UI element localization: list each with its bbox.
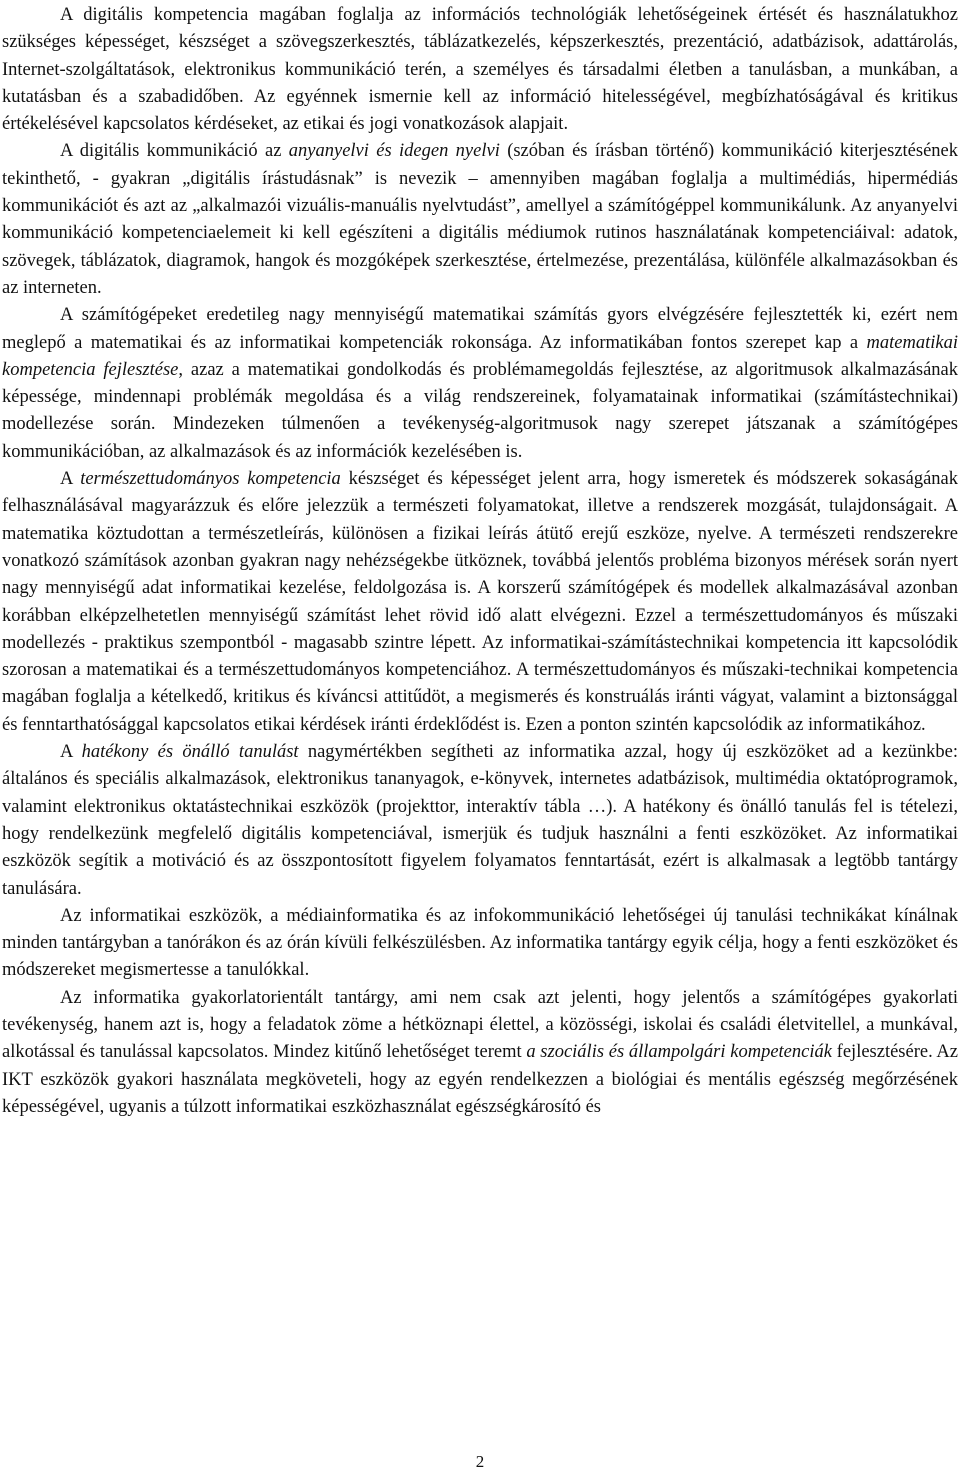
paragraph-text: készséget és képességet jelent arra, hogy ismeretek és módszerek sokaságának felhasználásával magyarázzuk és előre jelezzük a természeti folyamatokat, illetve a rendszerek mozgását, tulajdonságait. A matematika köztudottan a természetleírás, különösen a fizikai leírás átütő erejű eszköze, nyelve. A természeti rendszerekre vonatkozó számítások azonban gyakran nagy nehézségekbe ütköznek, továbbá jelentős probléma bizonyos mérések során nyert nagy mennyiségű adat informatikai kezelése, feldolgozása is. A korszerű számítógépek és modellek alkalmazásával azonban korábban elképzelhetetlen mennyiségű számítást lehet rövid idő alatt elvégezni. Ezzel a természettudományos és műszaki modellezés - praktikus szempontból - magasabb szintre lépett. Az informatikai-számítástechnikai kompetencia itt kapcsolódik szorosan a matematikai és a természettudományos kompetenciához. A természettudományos és műszaki-technikai kompetencia magában foglalja a kételkedő, kritikus és kíváncsi attitűdöt, a megismerés és konstruálás iránti vágyat, valamint a biztonsággal és fenntarthatósággal kapcsolatos etikai kérdések iránti érdeklődést is. Ezen a ponton szintén kapcsolódik az informatikához. xyxy=(2,469,958,735)
paragraph-practical-subject xyxy=(2,985,958,1121)
italic-phrase: matematikai kompetencia fejlesztése xyxy=(2,332,958,380)
paragraph-math-competence xyxy=(2,302,958,466)
paragraph-digital-communication xyxy=(2,138,958,302)
paragraph-text: Az informatika gyakorlatorientált tantárgy, ami nem csak azt jelenti, hogy jelentős a számítógépes gyakorlati tevékenység, hanem azt is, hogy a feladatok zöme a hétköznapi élettel, a közösségi, iskolai és családi életvitellel, a munkával, alkotással és tanulással kapcsolatos. Mindez kitűnő lehetőséget teremt xyxy=(2,987,958,1063)
paragraph-text: A digitális kompetencia magában foglalja az információs technológiák lehetőségeinek értését és használatukhoz szükséges képességet, készséget a szövegszerkesztés, táblázatkezelés, képszerkesztés, prezentáció, adatbázisok, adattárolás, Internet-szolgáltatások, elektronikus kommunikáció terén, a személyes és társadalmi életben a tanulásban, a munkában, a kutatásban és a szabadidőben. Az egyénnek ismernie kell az információ hitelességével, megbízhatóságával és kritikus értékelésével kapcsolatos kérdéseket, az etikai és jogi vonatkozások alapjait. xyxy=(2,5,958,135)
paragraph-text: A xyxy=(60,742,82,763)
italic-phrase: anyanyelvi és idegen nyelvi xyxy=(288,141,500,162)
italic-phrase: természettudományos kompetencia xyxy=(80,469,341,490)
paragraph-digital-competence xyxy=(2,2,958,138)
paragraph-text: Az informatikai eszközök, a médiainformatika és az infokommunikáció lehetőségei új tanulási technikákat kínálnak minden tantárgyban a tanórákon és az órán kívüli felkészülésben. Az informatika tantárgy egyik célja, hogy a fenti eszközöket és módszereket megismertesse a tanulókkal. xyxy=(2,905,958,981)
paragraph-text: (szóban és írásban történő) kommunikáció kiterjesztésének tekinthető, - gyakran „digitális írástudásnak” is nevezik – amennyiben magában foglalja a multimédiás, hipermédiás kommunikációt és azt az „alkalmazói vizuális-manuális nyelvtudást”, amellyel a számítógéppel kommunikálunk. Az anyanyelvi kommunikáció kompetenciaelemeit ki kell egészíteni a digitális médiumok rutinos használatának kompetenciáival: adatok, szövegek, táblázatok, diagramok, hangok és mozgóképek szerkesztése, értelmezése, prezentálása, különféle alkalmazásokban és az interneten. xyxy=(2,141,959,298)
paragraph-text: A számítógépeket eredetileg nagy mennyiségű matematikai számítás gyors elvégzésére fejlesztették ki, ezért nem meglepő a matematikai és az informatikai kompetenciák rokonsága. Az informatikában fontos szerepet kap a xyxy=(2,305,958,353)
paragraph-learning-techniques xyxy=(2,903,958,985)
paragraph-text: fejlesztésére. Az IKT eszközök gyakori használata megköveteli, hogy az egyén rendelkezzen a biológiai és mentális egészség megőrzésének képességével, ugyanis a túlzott informatikai eszközhasználat egészségkárosító és xyxy=(2,1042,958,1117)
paragraph-text: nagymértékben segítheti az informatika azzal, hogy új eszközöket ad a kezünkbe: általános és speciális alkalmazások, elektronikus tananyagok, e-könyvek, internetes adatbázisok, multimédia oktatóprogramok, valamint elektronikus oktatástechnikai eszközök (projekttor, interaktív tábla …). A hatékony és önálló tanulás fel is tételezi, hogy rendelkezünk megfelelő digitális kompetenciával, ismerjük és tudjuk használni a fenti eszközöket. Az informatikai eszközök segítik a motiváció és az összpontosított figyelem folyamatos fenntartását, ezért is alkalmasak a legtöbb tantárgy tanulására. xyxy=(2,742,958,899)
italic-phrase: a szociális és állampolgári kompetenciák xyxy=(526,1042,832,1063)
paragraph-text: , azaz a matematikai gondolkodás és problémamegoldás fejlesztése, az algoritmusok alkalmazásának képessége, mindennapi problémák megoldása és a világ rendszereinek, folyamatainak informatikai (számítástechnikai) modellezése során. Mindezeken túlmenően a tevékenység-algoritmusok nagy szerepet játszanak a számítógépes kommunikációban, az alkalmazások és az információk kezelésében is. xyxy=(2,359,958,462)
paragraph-science-competence xyxy=(2,466,958,739)
page-number: 2 xyxy=(475,1452,485,1471)
body-text xyxy=(2,2,958,1121)
paragraph-text: A digitális kommunikáció az xyxy=(60,141,289,162)
paragraph-text: A xyxy=(60,469,81,490)
italic-phrase: hatékony és önálló tanulást xyxy=(81,742,299,763)
paragraph-learning xyxy=(2,739,958,903)
